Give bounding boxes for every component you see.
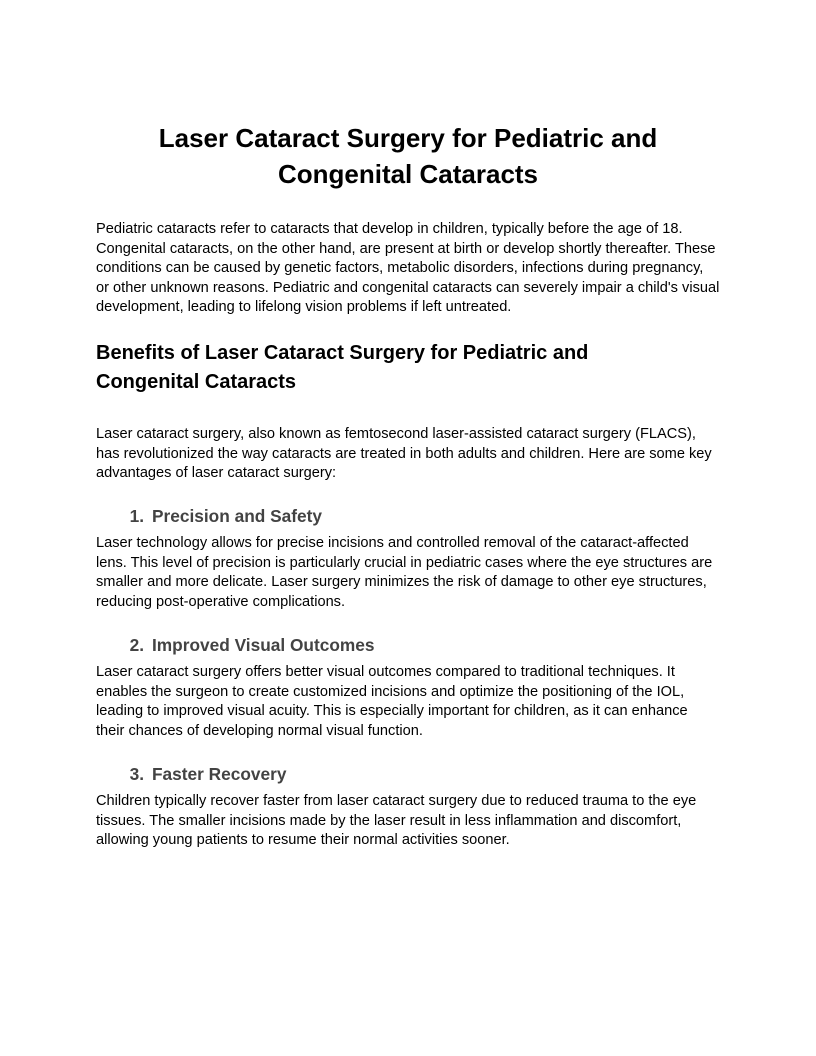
list-item-number: 3. (129, 764, 144, 784)
page-title-line-2: Congenital Cataracts (277, 159, 539, 189)
list-item-title: Improved Visual Outcomes (152, 635, 375, 655)
list-item-heading (96, 763, 287, 785)
list-item-body: Laser technology allows for precise incisions and controlled removal of the cataract-affected lens. This level of precision is particularly crucial in pediatric cases where the eye structures are smaller and more delicate. Laser surgery minimizes the risk of damage to other eye structures, reducing post-operative complications. (96, 535, 713, 610)
list-item-title: Faster Recovery (152, 764, 287, 784)
page-title (96, 120, 720, 192)
section-heading-line-1: Benefits of Laser Cataract Surgery for Pediatric and (96, 342, 589, 364)
list-item-heading (96, 634, 375, 656)
list-item-body: Laser cataract surgery offers better visual outcomes compared to traditional techniques. It enables the surgeon to create customized incisions and optimize the positioning of the IOL, leading to improved visual acuity. This is especially important for children, as it can enhance their chances of developing normal visual function. (96, 664, 688, 739)
intro-paragraph: Pediatric cataracts refer to cataracts that develop in children, typically before the age of 18. Congenital cataracts, on the other hand, are present at birth or develop shortly thereafter. These conditions can be caused by genetic factors, metabolic disorders, infections during pregnancy, or other unknown reasons. Pediatric and congenital cataracts can severely impair a child's visual development, leading to lifelong vision problems if left untreated. (96, 221, 720, 316)
list-item-body: Children typically recover faster from laser cataract surgery due to reduced trauma to the eye tissues. The smaller incisions made by the laser result in less inflammation and discomfort, allowing young patients to resume their normal activities sooner. (96, 793, 697, 849)
list-item-number: 1. (129, 506, 144, 526)
list-item-title: Precision and Safety (152, 506, 322, 526)
section-intro-paragraph: Laser cataract surgery, also known as femtosecond laser-assisted cataract surgery (FLACS), has revolutionized the way cataracts are treated in both adults and children. Here are some key advantages of laser cataract surgery: (96, 426, 712, 482)
list-item-number: 2. (129, 635, 144, 655)
page-title-line-1: Laser Cataract Surgery for Pediatric and (158, 123, 658, 153)
section-heading (96, 339, 720, 397)
section-heading-line-2: Congenital Cataracts (96, 371, 297, 393)
list-item-heading (96, 505, 322, 527)
